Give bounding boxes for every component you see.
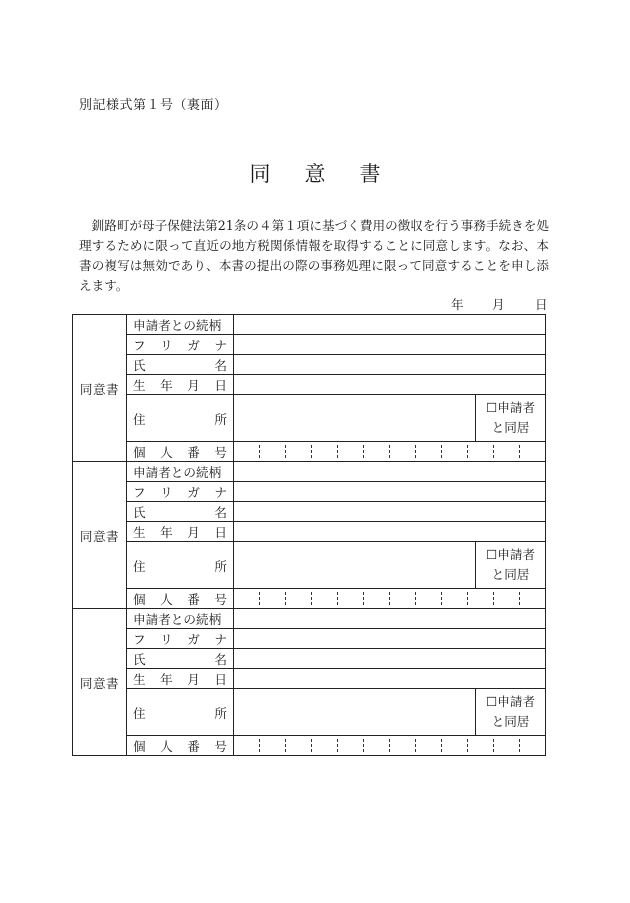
table-row (73, 395, 546, 442)
mynumber-digit-box[interactable] (468, 592, 494, 605)
name-label (133, 502, 227, 521)
label-char: フ (133, 485, 146, 500)
mynumber-digit-box[interactable] (468, 739, 494, 752)
label-char: 番 (187, 739, 200, 754)
label-char: 名 (214, 358, 227, 373)
table-row (73, 669, 546, 689)
label-char: 号 (214, 739, 227, 754)
mynumber-grid (234, 442, 545, 461)
dob-field[interactable] (234, 375, 546, 395)
mynumber-grid (234, 589, 545, 608)
mynumber-digit-box[interactable] (442, 739, 468, 752)
furigana-field[interactable] (234, 482, 546, 502)
label-char: 人 (160, 592, 173, 607)
consent-table (72, 314, 546, 756)
label-char: 月 (187, 672, 200, 687)
consent-statement: 釧路町が母子保健法第21条の４第１項に基づく費用の徴収を行う事務手続きを処理するために限って直近の地方税関係情報を取得することに同意します。なお、本書の複写は無効であり、本書の提出の際の事務処理に限って同意することを申し添えます。 (79, 218, 549, 293)
date-day-label: 日 (535, 297, 548, 312)
label-char: フ (133, 338, 146, 353)
mynumber-label (133, 736, 227, 755)
dob-field[interactable] (234, 669, 546, 689)
mynumber-digit-box[interactable] (468, 445, 494, 458)
table-row (73, 442, 546, 462)
form-number-label: 別記様式第１号（裏面） (79, 98, 228, 113)
label-char: ガ (187, 632, 200, 647)
table-row (73, 315, 546, 335)
mynumber-digit-box[interactable] (390, 445, 416, 458)
label-char: 人 (160, 445, 173, 460)
cohabit-label-2: と同居 (491, 420, 530, 435)
mynumber-label-cell (127, 736, 234, 756)
mynumber-digit-box[interactable] (260, 445, 286, 458)
table-row (73, 335, 546, 355)
address-label (133, 703, 227, 722)
label-char: 日 (214, 378, 227, 393)
label-char: 住 (133, 705, 146, 721)
mynumber-digit-box[interactable] (234, 739, 260, 752)
table-row (73, 522, 546, 542)
dob-label (133, 669, 227, 688)
mynumber-digit-box[interactable] (494, 739, 520, 752)
mynumber-digit-box[interactable] (286, 739, 312, 752)
label-char: 個 (133, 445, 146, 460)
label-char: ナ (214, 338, 227, 353)
label-char: フ (133, 632, 146, 647)
table-row (73, 482, 546, 502)
mynumber-digit-box[interactable] (442, 445, 468, 458)
address-field[interactable] (234, 395, 476, 442)
title-char: 意 (304, 162, 326, 186)
cohabit-checkbox[interactable] (476, 689, 546, 736)
table-row (73, 502, 546, 522)
title-char: 書 (359, 162, 381, 186)
mynumber-digit-box[interactable] (390, 592, 416, 605)
mynumber-digit-box[interactable] (234, 445, 260, 458)
label-char: 月 (187, 378, 200, 393)
title-char: 同 (249, 162, 271, 186)
label-char: 人 (160, 739, 173, 754)
dob-label (133, 375, 227, 394)
address-field[interactable] (234, 542, 476, 589)
consent-group-label: 同意書 (73, 462, 127, 609)
dob-label-cell (127, 375, 234, 395)
label-char: ナ (214, 632, 227, 647)
table-row (73, 689, 546, 736)
label-char: 年 (160, 672, 173, 687)
mynumber-label-cell (127, 589, 234, 609)
label-char: ガ (187, 338, 200, 353)
cohabit-label-1: 申請者 (497, 547, 536, 562)
cohabit-checkbox[interactable] (476, 395, 546, 442)
mynumber-digit-box[interactable] (338, 445, 364, 458)
label-char: 名 (214, 652, 227, 667)
furigana-field[interactable] (234, 335, 546, 355)
label-char: 生 (133, 672, 146, 687)
name-label-cell (127, 649, 234, 669)
name-field[interactable] (234, 355, 546, 375)
cohabit-label-2: と同居 (491, 714, 530, 729)
checkbox-icon[interactable]: ☐ (485, 547, 498, 562)
label-char: 住 (133, 558, 146, 574)
mynumber-digit-box[interactable] (520, 739, 545, 752)
label-char: 月 (187, 525, 200, 540)
label-char: 年 (160, 525, 173, 540)
mynumber-field[interactable] (234, 442, 546, 462)
mynumber-digit-box[interactable] (390, 739, 416, 752)
furigana-label (133, 482, 227, 501)
table-row (73, 375, 546, 395)
mynumber-digit-box[interactable] (260, 592, 286, 605)
dob-label (133, 522, 227, 541)
relation-label: 申請者との続柄 (127, 609, 234, 629)
relation-label: 申請者との続柄 (127, 315, 234, 335)
label-char: 個 (133, 739, 146, 754)
mynumber-digit-box[interactable] (260, 739, 286, 752)
mynumber-digit-box[interactable] (312, 739, 338, 752)
furigana-field[interactable] (234, 629, 546, 649)
label-char: 番 (187, 592, 200, 607)
furigana-label (133, 335, 227, 354)
furigana-label (133, 629, 227, 648)
label-char: 生 (133, 378, 146, 393)
label-char: 個 (133, 592, 146, 607)
label-char: ガ (187, 485, 200, 500)
label-char: リ (160, 338, 173, 353)
address-label-cell (127, 689, 234, 736)
label-char: 番 (187, 445, 200, 460)
relation-field[interactable] (234, 609, 546, 629)
label-char: 住 (133, 411, 146, 427)
label-char: 号 (214, 592, 227, 607)
label-char: 氏 (133, 505, 146, 520)
label-char: 生 (133, 525, 146, 540)
cohabit-checkbox[interactable] (476, 542, 546, 589)
label-char: 号 (214, 445, 227, 460)
label-char: 氏 (133, 358, 146, 373)
consent-group-label: 同意書 (73, 315, 127, 462)
cohabit-label-1: 申請者 (497, 400, 536, 415)
mynumber-digit-box[interactable] (416, 445, 442, 458)
furigana-label-cell (127, 482, 234, 502)
cohabit-label-2: と同居 (491, 567, 530, 582)
label-char: 日 (214, 525, 227, 540)
mynumber-label (133, 589, 227, 608)
name-label (133, 649, 227, 668)
mynumber-digit-box[interactable] (494, 592, 520, 605)
mynumber-digit-box[interactable] (312, 592, 338, 605)
label-char: 氏 (133, 652, 146, 667)
name-field[interactable] (234, 502, 546, 522)
furigana-label-cell (127, 629, 234, 649)
label-char: 所 (214, 705, 227, 721)
label-char: リ (160, 632, 173, 647)
mynumber-digit-box[interactable] (442, 592, 468, 605)
mynumber-digit-box[interactable] (338, 592, 364, 605)
label-char: ナ (214, 485, 227, 500)
mynumber-digit-box[interactable] (494, 445, 520, 458)
label-char: 所 (214, 411, 227, 427)
dob-label-cell (127, 669, 234, 689)
label-char: 名 (214, 505, 227, 520)
label-char: 所 (214, 558, 227, 574)
mynumber-field[interactable] (234, 736, 546, 756)
date-month-label: 月 (492, 297, 505, 312)
page-title (0, 158, 630, 188)
name-label-cell (127, 502, 234, 522)
checkbox-icon[interactable]: ☐ (485, 694, 498, 709)
mynumber-digit-box[interactable] (312, 445, 338, 458)
relation-field[interactable] (234, 462, 546, 482)
furigana-label-cell (127, 335, 234, 355)
table-row (73, 589, 546, 609)
table-row (73, 462, 546, 482)
address-label (133, 556, 227, 575)
address-label-cell (127, 395, 234, 442)
mynumber-digit-box[interactable] (234, 592, 260, 605)
name-label-cell (127, 355, 234, 375)
mynumber-digit-box[interactable] (520, 592, 545, 605)
table-row (73, 736, 546, 756)
table-row (73, 609, 546, 629)
name-label (133, 355, 227, 374)
mynumber-digit-box[interactable] (416, 592, 442, 605)
mynumber-digit-box[interactable] (364, 592, 390, 605)
address-label-cell (127, 542, 234, 589)
mynumber-digit-box[interactable] (286, 592, 312, 605)
label-char: 年 (160, 378, 173, 393)
relation-label: 申請者との続柄 (127, 462, 234, 482)
name-field[interactable] (234, 649, 546, 669)
dob-field[interactable] (234, 522, 546, 542)
mynumber-label (133, 442, 227, 461)
mynumber-digit-box[interactable] (520, 445, 545, 458)
address-label (133, 409, 227, 428)
table-row (73, 649, 546, 669)
mynumber-digit-box[interactable] (338, 739, 364, 752)
table-row (73, 542, 546, 589)
mynumber-grid (234, 736, 545, 755)
relation-field[interactable] (234, 315, 546, 335)
consent-group-label: 同意書 (73, 609, 127, 756)
table-row (73, 629, 546, 649)
mynumber-digit-box[interactable] (364, 739, 390, 752)
date-year-label: 年 (451, 297, 464, 312)
mynumber-field[interactable] (234, 589, 546, 609)
dob-label-cell (127, 522, 234, 542)
mynumber-digit-box[interactable] (364, 445, 390, 458)
label-char: リ (160, 485, 173, 500)
cohabit-label-1: 申請者 (497, 694, 536, 709)
mynumber-digit-box[interactable] (286, 445, 312, 458)
address-field[interactable] (234, 689, 476, 736)
mynumber-label-cell (127, 442, 234, 462)
mynumber-digit-box[interactable] (416, 739, 442, 752)
checkbox-icon[interactable]: ☐ (485, 400, 498, 415)
label-char: 日 (214, 672, 227, 687)
table-row (73, 355, 546, 375)
